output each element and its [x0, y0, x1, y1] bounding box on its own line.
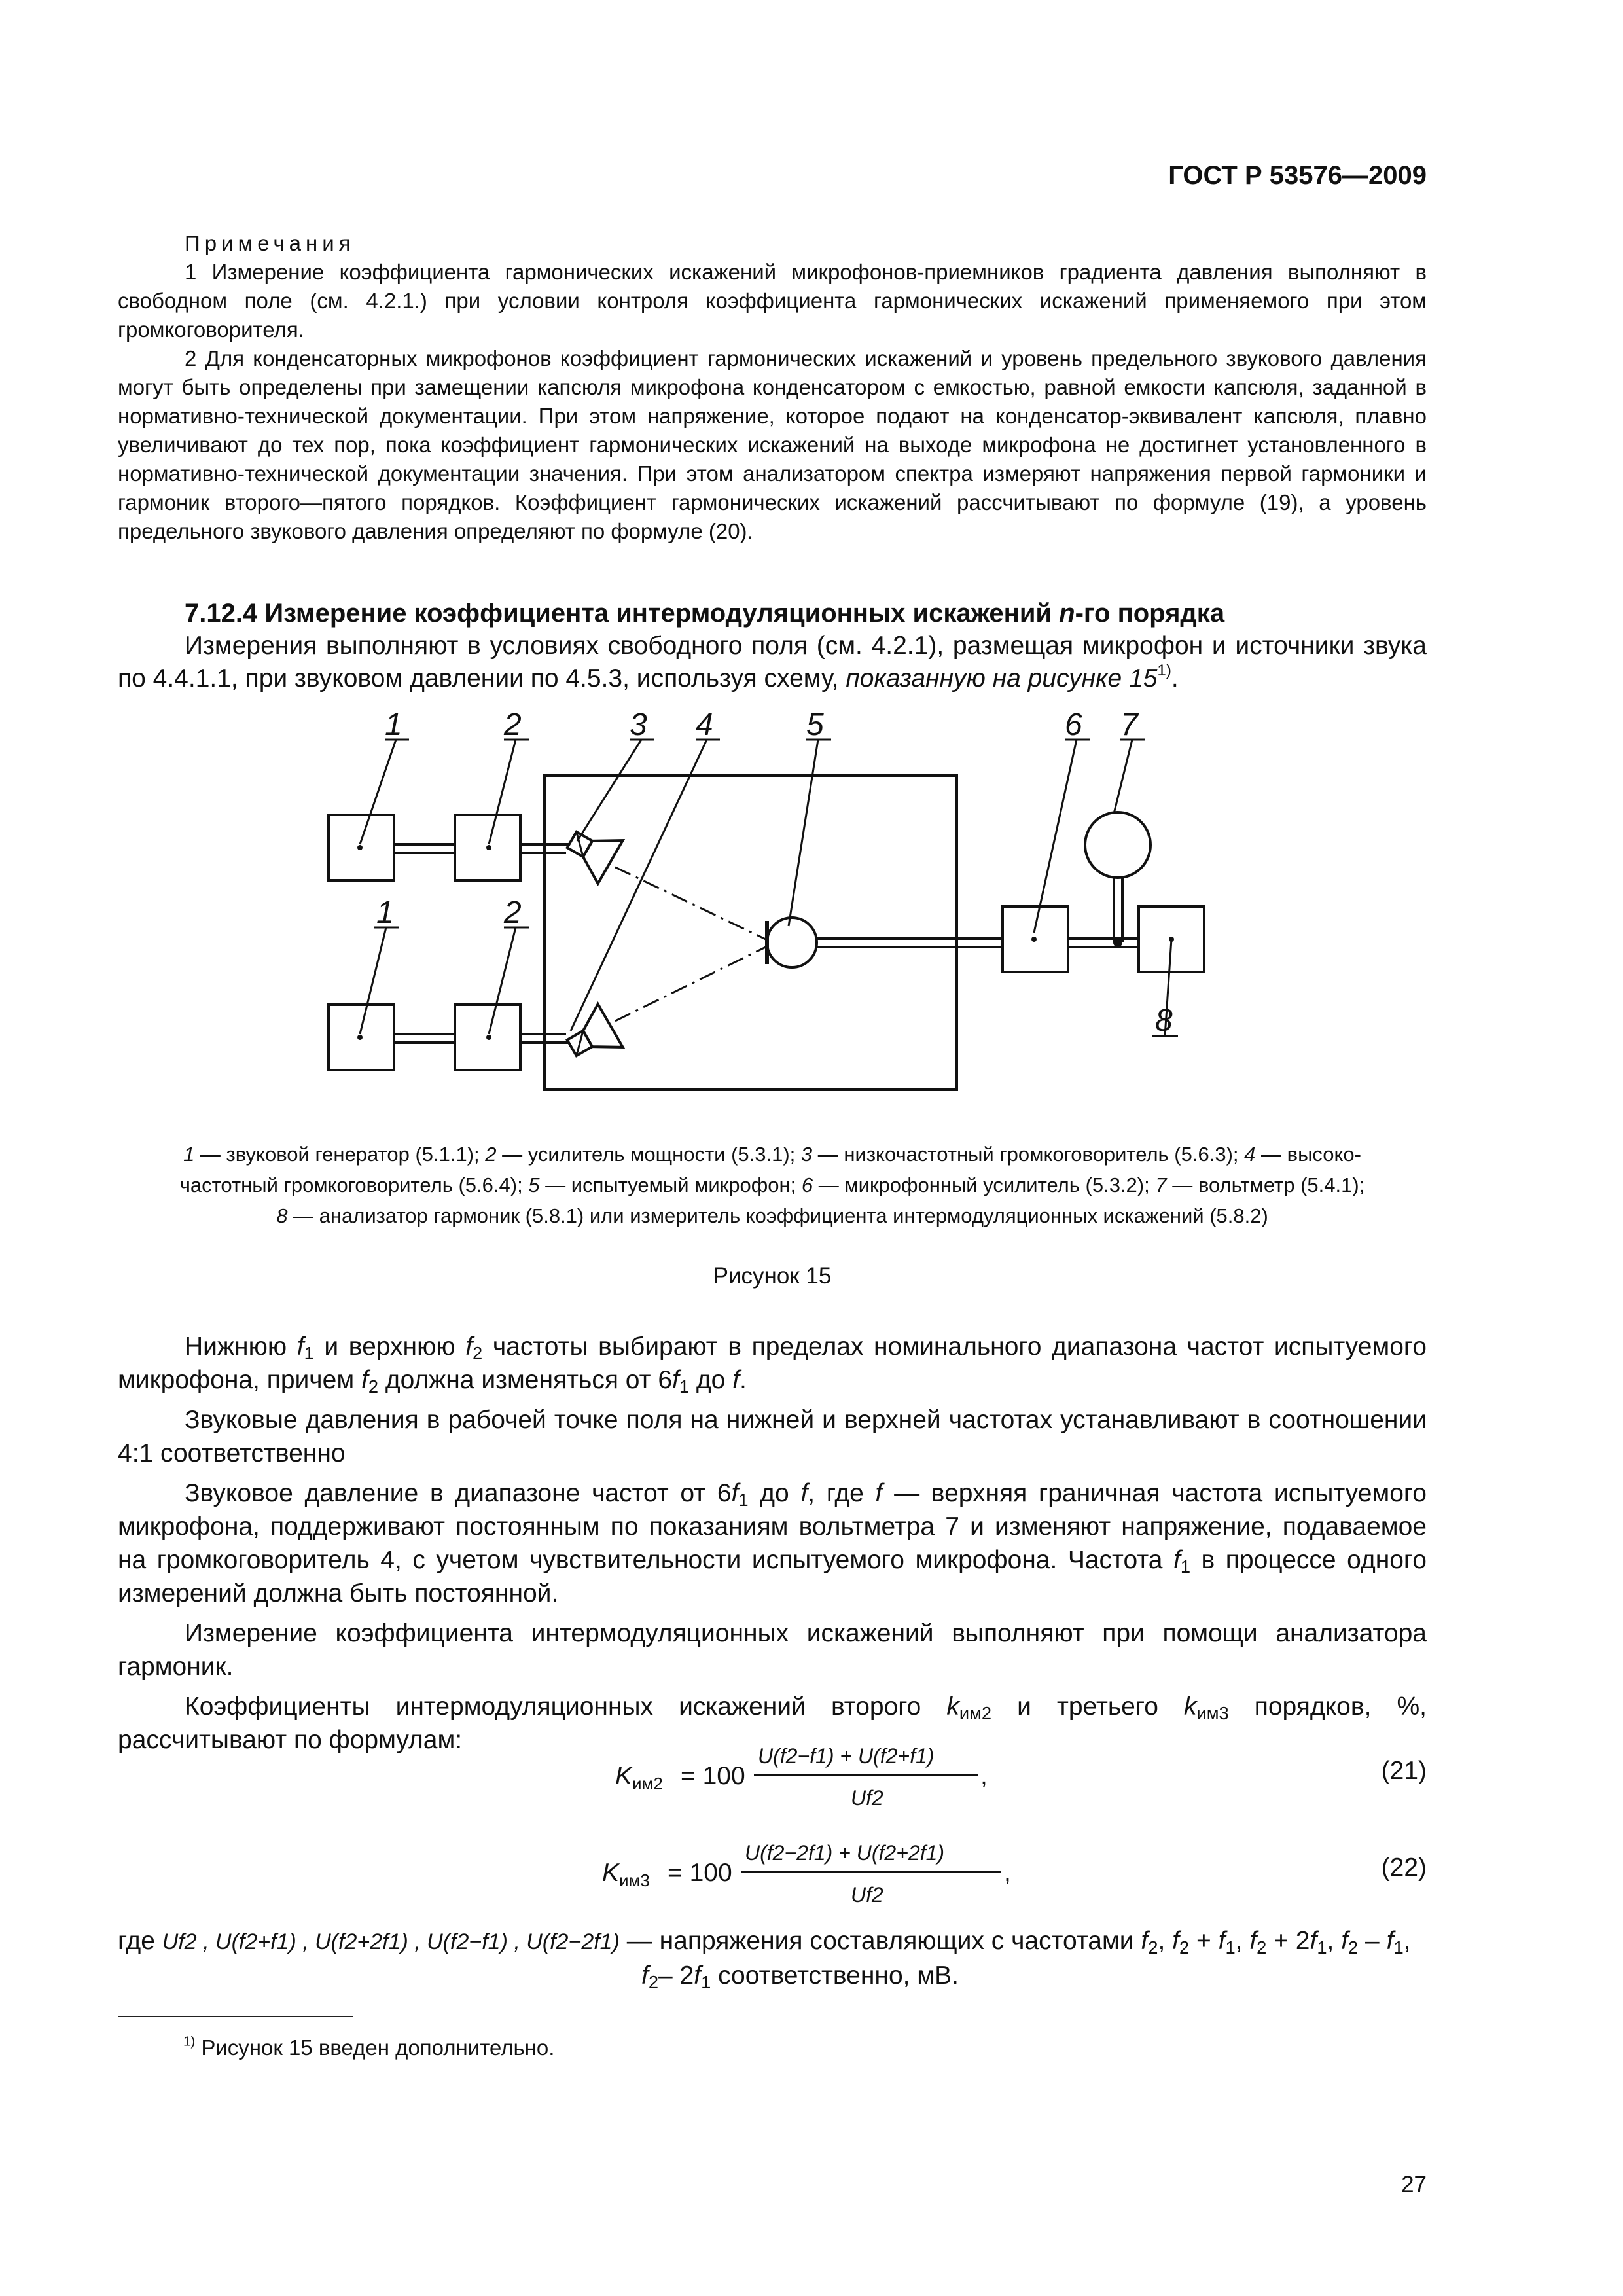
text-run: 1 [738, 1489, 749, 1510]
text-run: f [1173, 1546, 1181, 1574]
caption-line-1 [118, 1139, 1427, 1170]
formula-legend [118, 1924, 1427, 1992]
text-run: k [946, 1693, 959, 1721]
text-run: f [1310, 1927, 1317, 1955]
label-1: 1 [385, 710, 402, 742]
page-number: 27 [1401, 2172, 1427, 2197]
text-run: частоты выбирают в пределах номинального диапазона частот испытуемого микрофона, причем [118, 1333, 1427, 1394]
text-run: + 2 [1266, 1927, 1310, 1955]
note-2: 2 Для конденсаторных микрофонов коэффициент гармонических искажений и уровень предельного звукового давления могут быть определены при замещении капсюля микрофона конденсатором с емкостью, равной емкости капсюля, заданной в нормативно-технической документации. При этом напряжение, которое подают на конденсатор-эквивалент капсюля, плавно увеличивают до тех пор, пока коэффициент гармонических искажений на выходе микрофона не достигнет установленного в нормативно-технической документации значения. При этом анализатором спектра измеряют напряжения первой гармоники и гармоник второго—пятого порядков. Коэффициент гармонических искажений рассчитывают по формуле (19), а уровень предельного звукового давления определяют по формуле (20). [118, 346, 1427, 543]
text-run: Коэффициенты интермодуляционных искажений второго [185, 1693, 947, 1721]
svg-text:Kим2 [615, 1762, 663, 1793]
text-run: f [1386, 1927, 1394, 1955]
text-run: и верхнюю [313, 1333, 466, 1361]
section-paragraph-italic: показанную на рисунке 15 [846, 664, 1158, 692]
text-run: f [1218, 1927, 1226, 1955]
text-run: 1 [1225, 1937, 1236, 1958]
text-run: им2 [959, 1702, 992, 1723]
text-run: — испытуемый микрофон; [539, 1174, 802, 1196]
document-code: ГОСТ Р 53576—2009 [1168, 161, 1427, 190]
text-run: f [296, 1333, 304, 1361]
footnote-ref: 1) [1157, 662, 1171, 680]
formula-22-lhs-sub: им3 [619, 1871, 650, 1890]
paragraph-pressures [118, 1403, 1427, 1470]
text-run: – 2 [658, 1962, 694, 1990]
text-run: f [875, 1479, 883, 1507]
text-run: — анализатор гармоник (5.8.1) или измеритель коэффициента интермодуляционных искажений (5.8.2) [287, 1204, 1268, 1227]
text-run: – [1358, 1927, 1387, 1955]
text-run: Измерение коэффициента интермодуляционных искажений выполняют при помощи анализатора гармоник. [118, 1619, 1427, 1681]
text-run: + [1189, 1927, 1219, 1955]
text-run: 4 [1244, 1143, 1256, 1166]
legend-line-2 [118, 1959, 1427, 1992]
section-title-tail: -го порядка [1075, 599, 1225, 628]
loudspeaker-3 [560, 818, 623, 884]
text-run: — низкочастотный громкоговоритель (5.6.3); [812, 1143, 1245, 1166]
formula-21-eq: = 100 [681, 1762, 745, 1790]
text-run: должна изменяться от 6 [378, 1366, 673, 1394]
figure-15-diagram [275, 710, 1453, 1116]
notes-heading: Примечания [185, 231, 355, 255]
paragraph-measurement [118, 1617, 1427, 1683]
text-run: , [1235, 1927, 1250, 1955]
text-run: f [1172, 1927, 1179, 1955]
figure-caption [118, 1139, 1427, 1231]
text-run: в процессе одного измерений должна быть постоянной. [118, 1546, 1427, 1607]
text-run: 6 [801, 1174, 813, 1196]
formula-21-lhs-sub: им2 [632, 1774, 663, 1793]
text-run: f [1141, 1927, 1149, 1955]
section-title: Измерение коэффициента интермодуляционных искажений [264, 599, 1060, 628]
formula-21-lhs: K [615, 1762, 633, 1790]
legend-prefix: где [118, 1927, 155, 1955]
text-run: , [1158, 1927, 1173, 1955]
text-run: , где [808, 1479, 876, 1507]
label-3: 3 [630, 710, 647, 742]
text-run: f [800, 1479, 808, 1507]
text-run: Нижнюю [185, 1333, 297, 1361]
text-run: f [1341, 1927, 1349, 1955]
caption-line-2 [118, 1170, 1427, 1200]
notes-block [118, 229, 1427, 546]
text-run: 1 [1180, 1556, 1190, 1577]
body-text [118, 1330, 1427, 1763]
legend-line-1 [118, 1924, 1427, 1959]
formula-22-comma: , [1004, 1859, 1011, 1887]
formula-21-numerator: U(f2−f1) + U(f2+f1) [758, 1744, 935, 1768]
formula-22-denominator: Uf2 [851, 1883, 883, 1907]
text-run: f [732, 1366, 740, 1394]
text-run: — высоко- [1255, 1143, 1361, 1166]
formula-22-numerator: U(f2−2f1) + U(f2+2f1) [745, 1841, 945, 1865]
formula-22-row [118, 1826, 1427, 1918]
text-run: 8 [276, 1204, 288, 1227]
note-1: 1 Измерение коэффициента гармонических искажений микрофонов-приемников градиента давления выполняют в свободном поле (см. 4.2.1.) при условии контроля коэффициента гармонических искажений применяемого при этом громкоговорителя. [118, 260, 1427, 342]
svg-text:Kим3 [602, 1859, 650, 1890]
formula-21-denominator: Uf2 [851, 1786, 883, 1810]
footnote-separator [118, 2016, 353, 2017]
text-run: 1 [183, 1143, 195, 1166]
text-run: 5 [528, 1174, 540, 1196]
text-run: 2 [1179, 1937, 1190, 1958]
text-run: — усилитель мощности (5.3.1); [496, 1143, 801, 1166]
text-run: 1 [679, 1376, 690, 1397]
text-run: — напряжения составляющих с частотами [619, 1927, 1141, 1955]
loudspeaker-4 [560, 1004, 623, 1069]
caption-line-3 [118, 1200, 1427, 1231]
footnote-text: Рисунок 15 введен дополнительно. [201, 2036, 555, 2060]
footnote-mark: 1) [183, 2034, 196, 2049]
text-run: 7 [1155, 1174, 1167, 1196]
label-2b: 2 [504, 895, 522, 930]
text-run: им3 [1196, 1702, 1229, 1723]
text-run: порядков, %, рассчитывают по формулам: [118, 1693, 1427, 1754]
text-run: Звуковое давление в диапазоне частот от 6 [185, 1479, 732, 1507]
formula-22 [602, 1826, 1191, 1918]
text-run: 2 [1148, 1937, 1158, 1958]
text-run: . [740, 1366, 747, 1394]
paragraph-frequencies [118, 1330, 1427, 1397]
text-run: до [689, 1366, 733, 1394]
text-run: и третьего [991, 1693, 1184, 1721]
section-heading [118, 597, 1427, 630]
section-paragraph [118, 630, 1427, 695]
text-run: 2 [368, 1376, 378, 1397]
text-run: соответственно, мВ. [711, 1962, 959, 1990]
text-run: 1 [1317, 1937, 1327, 1958]
legend-text [619, 1927, 1411, 1958]
section-paragraph-end: . [1171, 664, 1179, 692]
text-run: f [361, 1366, 368, 1394]
text-run: 2 [473, 1342, 483, 1363]
footnote [183, 2036, 554, 2060]
text-run: частотный громкоговоритель (5.6.4); [179, 1174, 529, 1196]
formula-22-eq: = 100 [668, 1859, 732, 1887]
legend-terms: Uf2 , U(f2+f1) , U(f2+2f1) , U(f2−f1) , U(f2−2f1) [162, 1929, 620, 1954]
text-run: k [1183, 1693, 1197, 1721]
text-run: 3 [800, 1143, 813, 1166]
label-8: 8 [1155, 1003, 1173, 1038]
test-microphone-5 [767, 918, 817, 967]
text-run: 2 [648, 1971, 659, 1992]
section-number: 7.12.4 [185, 599, 258, 628]
text-run: до [748, 1479, 801, 1507]
formula-21-comma: , [980, 1762, 988, 1790]
section-7-12-4 [118, 597, 1427, 695]
text-run: — верхняя граничная частота испытуемого микрофона, поддерживают постоянным по показаниям вольтметра 7 и изменяют напряжение, подаваемое на громкоговоритель 4, с учетом чувствительности испытуемого микрофона. Частота [118, 1479, 1427, 1574]
paragraph-sound-pressure [118, 1477, 1427, 1610]
text-run: , [1327, 1927, 1342, 1955]
label-1b: 1 [376, 895, 394, 930]
text-run: Звуковые давления в рабочей точке поля на нижней и верхней частотах устанавливают в соотношении 4:1 соответственно [118, 1406, 1427, 1467]
section-paragraph-main: Измерения выполняют в условиях свободного поля (см. 4.2.1), размещая микрофон и источники звука по 4.4.1.1, при звуковом давлении по 4.5.3, используя схему, [118, 632, 1427, 692]
text-run: f [731, 1479, 739, 1507]
text-run: f [694, 1962, 702, 1990]
label-6: 6 [1065, 710, 1082, 742]
text-run: 1 [1393, 1937, 1404, 1958]
text-run: f [465, 1333, 473, 1361]
figure-title: Рисунок 15 [713, 1263, 832, 1289]
label-4: 4 [696, 710, 713, 742]
text-run: f [641, 1962, 649, 1990]
formula-22-lhs: K [602, 1859, 620, 1887]
label-2: 2 [504, 710, 522, 742]
formula-22-number: (22) [1381, 1854, 1427, 1882]
text-run: 2 [1348, 1937, 1359, 1958]
label-7: 7 [1120, 710, 1138, 742]
section-title-n: n [1059, 599, 1075, 628]
text-run: 1 [304, 1342, 314, 1363]
text-run: f [672, 1366, 679, 1394]
text-run: — звуковой генератор (5.1.1); [194, 1143, 486, 1166]
label-5: 5 [806, 710, 824, 742]
text-run: — микрофонный усилитель (5.3.2); [813, 1174, 1156, 1196]
formula-21-number: (21) [1381, 1757, 1427, 1785]
text-run: f [1249, 1927, 1257, 1955]
formula-21-row [118, 1729, 1427, 1821]
text-run: 2 [485, 1143, 497, 1166]
text-run: 2 [1257, 1937, 1267, 1958]
voltmeter-7 [1085, 812, 1150, 878]
formula-21 [602, 1729, 1191, 1821]
text-run: 1 [701, 1971, 711, 1992]
text-run: , [1403, 1927, 1411, 1955]
text-run: — вольтметр (5.4.1); [1166, 1174, 1365, 1196]
